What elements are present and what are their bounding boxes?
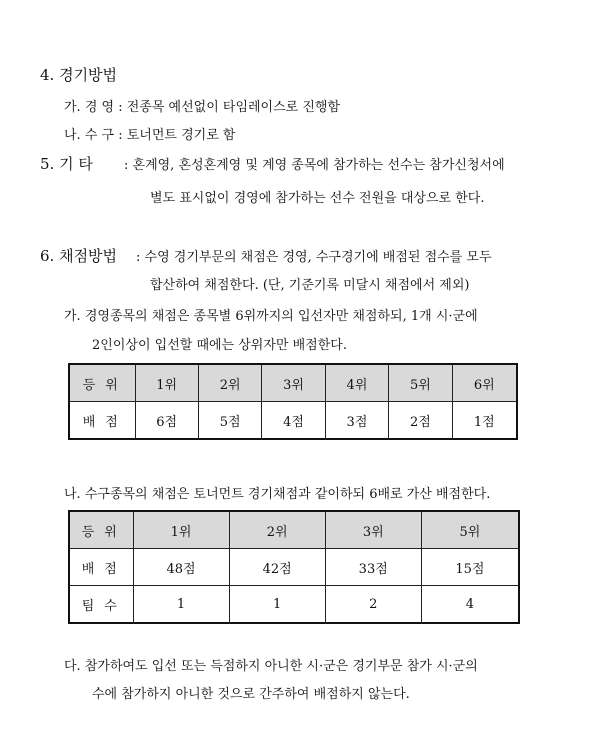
section6-text-line2: 합산하여 채점한다. (단, 기준기록 미달시 채점에서 제외) bbox=[150, 278, 470, 293]
section5-label: 5. 기 타 bbox=[40, 155, 93, 173]
section4-swimming-method: 가. 경 영 : 전종목 예선없이 타임레이스로 진행함 bbox=[64, 100, 341, 115]
rank-cell: 3위 bbox=[262, 364, 325, 402]
score-cell: 3점 bbox=[325, 402, 388, 440]
rank-header: 등위 bbox=[69, 511, 133, 549]
section6-label: 6. 채점방법 bbox=[40, 247, 118, 265]
section4-waterpolo-method: 나. 수 구 : 토너먼트 경기로 함 bbox=[64, 128, 236, 143]
teams-cell: 1 bbox=[229, 586, 325, 624]
table-row bbox=[69, 364, 517, 402]
rank-cell: 2위 bbox=[229, 511, 325, 549]
score-cell: 2점 bbox=[389, 402, 452, 440]
section6-non-placing-rule-line1: 다. 참가하여도 입선 또는 득점하지 아니한 시·군은 경기부문 참가 시·군의 bbox=[64, 659, 478, 674]
section5-text-line2: 별도 표시없이 경영에 참가하는 선수 전원을 대상으로 한다. bbox=[150, 191, 485, 206]
table-row bbox=[69, 549, 519, 586]
rank-cell: 6위 bbox=[452, 364, 517, 402]
score-cell: 42점 bbox=[229, 549, 325, 586]
section6-swim-rule-line2: 2인이상이 입선할 때에는 상위자만 배점한다. bbox=[92, 338, 347, 353]
rank-cell: 5위 bbox=[421, 511, 519, 549]
teams-cell: 2 bbox=[325, 586, 421, 624]
table-row bbox=[69, 511, 519, 549]
section6-non-placing-rule-line2: 수에 참가하지 아니한 것으로 간주하여 배점하지 않는다. bbox=[92, 687, 410, 702]
section4-heading: 4. 경기방법 bbox=[40, 66, 118, 84]
section6-waterpolo-rule: 나. 수구종목의 채점은 토너먼트 경기채점과 같이하되 6배로 가산 배점한다. bbox=[64, 487, 491, 502]
section6-swim-rule-line1: 가. 경영종목의 채점은 종목별 6위까지의 입선자만 채점하되, 1개 시·군에 bbox=[64, 309, 478, 324]
score-cell: 4점 bbox=[262, 402, 325, 440]
teams-header: 팀수 bbox=[69, 586, 133, 624]
score-cell: 5점 bbox=[198, 402, 261, 440]
section5-text-line1: : 혼계영, 혼성혼계영 및 계영 종목에 참가하는 선수는 참가신청서에 bbox=[124, 158, 505, 173]
score-cell: 6점 bbox=[135, 402, 198, 440]
table-row bbox=[69, 402, 517, 440]
score-cell: 1점 bbox=[452, 402, 517, 440]
teams-cell: 4 bbox=[421, 586, 519, 624]
section6-text-line1: : 수영 경기부문의 채점은 경영, 수구경기에 배점된 점수를 모두 bbox=[136, 250, 492, 265]
score-cell: 48점 bbox=[133, 549, 229, 586]
rank-cell: 1위 bbox=[135, 364, 198, 402]
rank-cell: 5위 bbox=[389, 364, 452, 402]
waterpolo-score-table bbox=[68, 510, 520, 624]
rank-cell: 2위 bbox=[198, 364, 261, 402]
teams-cell: 1 bbox=[133, 586, 229, 624]
score-header: 배점 bbox=[69, 402, 135, 440]
rank-cell: 1위 bbox=[133, 511, 229, 549]
swim-score-table bbox=[68, 363, 518, 440]
table-row bbox=[69, 586, 519, 624]
score-cell: 15점 bbox=[421, 549, 519, 586]
score-cell: 33점 bbox=[325, 549, 421, 586]
rank-header: 등위 bbox=[69, 364, 135, 402]
score-header: 배점 bbox=[69, 549, 133, 586]
rank-cell: 3위 bbox=[325, 511, 421, 549]
rank-cell: 4위 bbox=[325, 364, 388, 402]
